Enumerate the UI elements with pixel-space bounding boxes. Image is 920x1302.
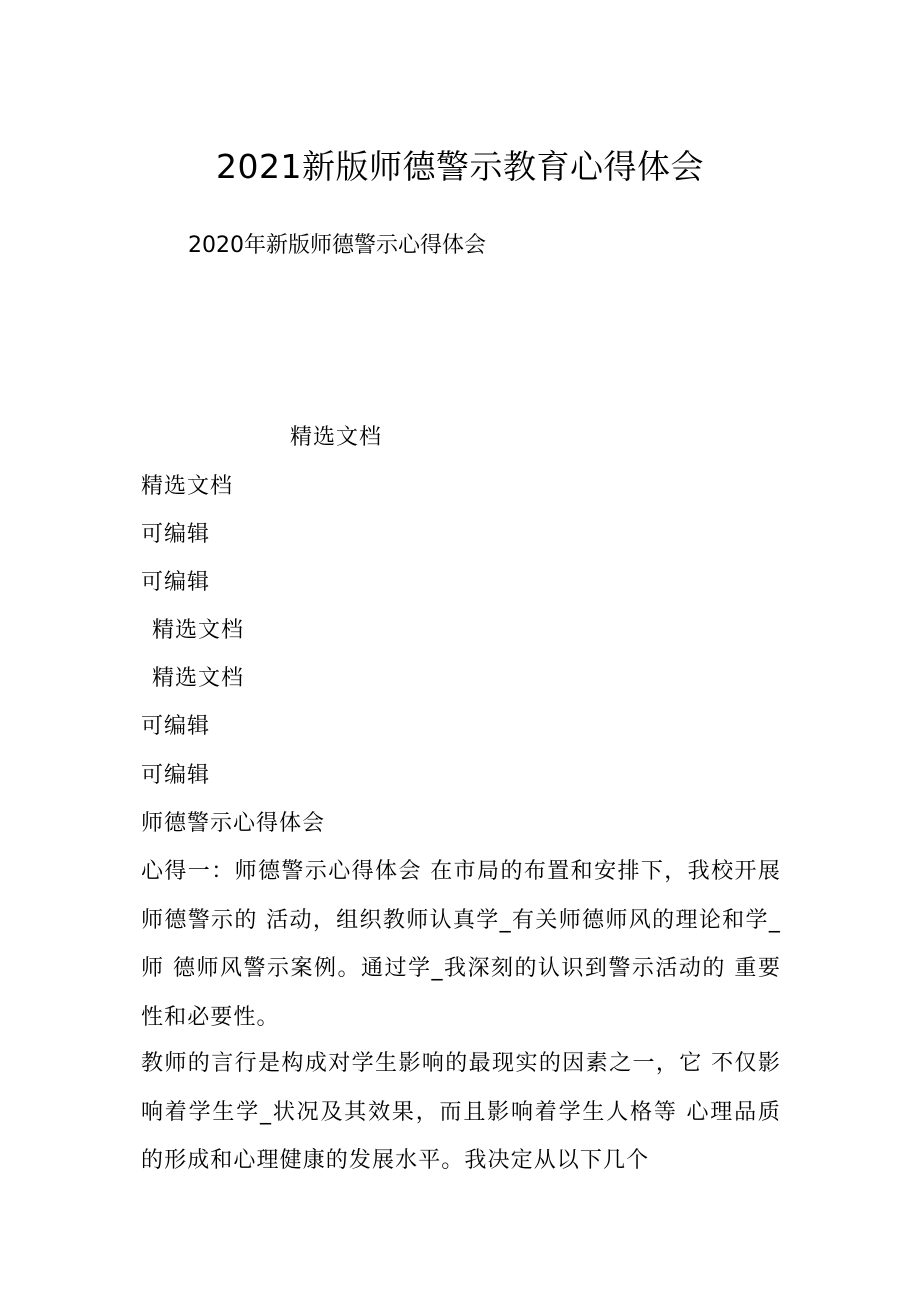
text-line: 可编辑	[141, 714, 211, 739]
text-line: 精选文档	[290, 425, 383, 450]
text-line: 精选文档	[152, 618, 245, 643]
document-subtitle: 2020年新版师德警示心得体会	[188, 233, 486, 258]
text-line: 可编辑	[141, 570, 211, 595]
text-line: 可编辑	[141, 763, 211, 788]
text-line: 精选文档	[141, 474, 234, 499]
text-line: 精选文档	[152, 666, 245, 691]
document-title: 2021新版师德警示教育心得体会	[216, 147, 704, 186]
body-paragraph: 心得一：师德警示心得体会 在市局的布置和安排下，我校开展师德警示的 活动，组织教师认真学_有关师德师风的理论和学_师 德师风警示案例。通过学_我深刻的认识到警示活动的 重要性和必要性。	[141, 859, 781, 1030]
body-paragraph: 教师的言行是构成对学生影响的最现实的因素之一，它 不仅影响着学生学_状况及其效果，而且影响着学生人格等 心理品质的形成和心理健康的发展水平。我决定从以下几个	[141, 1051, 781, 1173]
section-heading: 师德警示心得体会	[141, 811, 326, 836]
text-line: 可编辑	[141, 522, 211, 547]
